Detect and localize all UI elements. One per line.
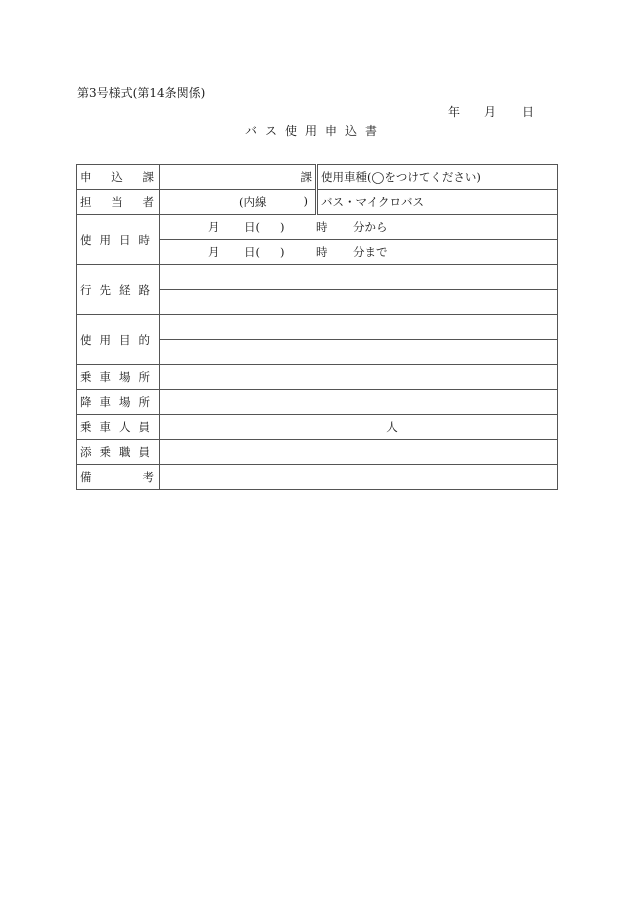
destination-label: 行 先 経 路 bbox=[77, 265, 160, 315]
passengers-label: 乗 車 人 員 bbox=[77, 415, 160, 440]
dept-label: 申 込 課 bbox=[77, 165, 160, 190]
remarks-label: 備 考 bbox=[77, 465, 160, 490]
date-line bbox=[448, 103, 534, 120]
purpose-label: 使 用 目 的 bbox=[77, 315, 160, 365]
application-table bbox=[76, 164, 558, 490]
passengers-field[interactable]: 人 bbox=[160, 415, 558, 440]
vehicle-header: 使用車種(◯をつけてください) bbox=[317, 165, 558, 190]
boarding-field[interactable] bbox=[160, 365, 558, 390]
date-year: 年 bbox=[448, 105, 461, 119]
alighting-field[interactable] bbox=[160, 390, 558, 415]
person-label: 担 当 者 bbox=[77, 190, 160, 215]
remarks-field[interactable] bbox=[160, 465, 558, 490]
dept-field[interactable]: 課 bbox=[160, 165, 317, 190]
vehicle-options[interactable]: バス・マイクロバス bbox=[317, 190, 558, 215]
destination-field-1[interactable] bbox=[160, 265, 558, 290]
alighting-label: 降 車 場 所 bbox=[77, 390, 160, 415]
date-month: 月 bbox=[484, 105, 497, 119]
datetime-label: 使 用 日 時 bbox=[77, 215, 160, 265]
extension-field[interactable]: (内線 ) bbox=[160, 190, 317, 215]
staff-field[interactable] bbox=[160, 440, 558, 465]
form-number: 第3号様式(第14条関係) bbox=[77, 86, 206, 100]
date-day: 日 bbox=[522, 105, 535, 119]
destination-field-2[interactable] bbox=[160, 290, 558, 315]
boarding-label: 乗 車 場 所 bbox=[77, 365, 160, 390]
staff-label: 添 乗 職 員 bbox=[77, 440, 160, 465]
time-to-field[interactable]: 月 日( ) 時 分まで bbox=[160, 240, 558, 265]
time-from-field[interactable]: 月 日( ) 時 分から bbox=[160, 215, 558, 240]
purpose-field-1[interactable] bbox=[160, 315, 558, 340]
page-title: バス使用申込書 bbox=[244, 124, 385, 138]
purpose-field-2[interactable] bbox=[160, 340, 558, 365]
